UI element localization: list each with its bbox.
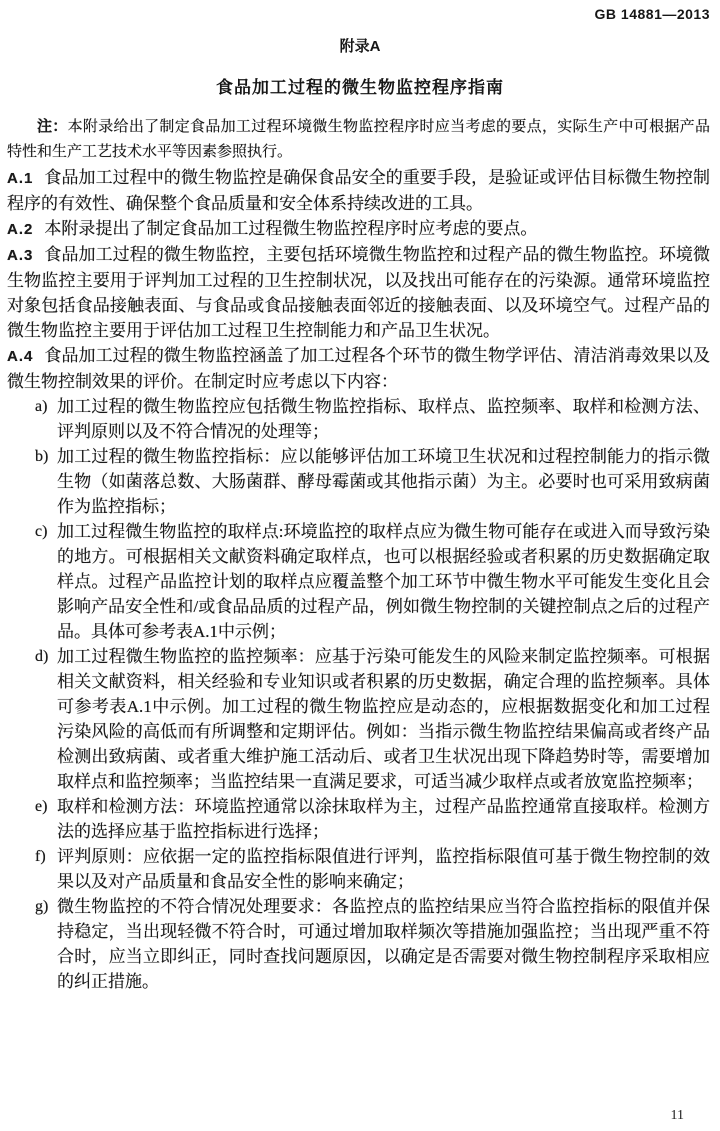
item-text: 加工过程微生物监控的取样点:环境监控的取样点应为微生物可能存在或进入而导致污染的地方。可根据相关文献资料确定取样点，也可以根据经验或者积累的历史数据确定取样点。过程产品监控计划的取样点应覆盖整个加工环节中微生物水平可能发生变化且会影响产品安全性和/或食品品质的过程产品，例如微生物控制的关键控制点之后的过程产品。具体可参考表A.1中示例； bbox=[57, 522, 710, 641]
item-marker: f) bbox=[35, 848, 46, 865]
note-text: 本附录给出了制定食品加工过程环境微生物监控程序时应当考虑的要点，实际生产中可根据产品特性和生产工艺技术水平等因素参照执行。 bbox=[7, 119, 710, 160]
item-text: 取样和检测方法：环境监控通常以涂抹取样为主，过程产品监控通常直接取样。检测方法的选择应基于监控指标进行选择； bbox=[57, 797, 710, 841]
item-text: 评判原则：应依据一定的监控指标限值进行评判，监控指标限值可基于微生物控制的效果以及对产品质量和食品安全性的影响来确定； bbox=[57, 847, 710, 891]
item-marker: e) bbox=[35, 798, 48, 815]
note-label: 注： bbox=[37, 118, 68, 135]
item-text: 加工过程微生物监控的监控频率：应基于污染可能发生的风险来制定监控频率。可根据相关文献资料，相关经验和专业知识或者积累的历史数据，确定合理的监控频率。具体可参考表A.1中示例。加工过程的微生物监控应是动态的，应根据数据变化和加工过程污染风险的高低而有所调整和定期评估。例如：当指示微生物监控结果偏高或者终产品检测出致病菌、或者重大维护施工活动后、或者卫生状况出现下降趋势时等，需要增加取样点和监控频率；当监控结果一直满足要求，可适当减少取样点或者放宽监控频率； bbox=[57, 647, 710, 791]
item-marker: d) bbox=[35, 648, 49, 665]
page-number: 11 bbox=[670, 1108, 684, 1123]
section-text: 食品加工过程的微生物监控，主要包括环境微生物监控和过程产品的微生物监控。环境微生物监控主要用于评判加工过程的卫生控制状况，以及找出可能存在的污染源。通常环境监控对象包括食品接触表面、与食品或食品接触表面邻近的接触表面、以及环境空气。过程产品的微生物监控主要用于评估加工过程卫生控制能力和产品卫生状况。 bbox=[7, 245, 710, 340]
list-item-g bbox=[7, 894, 710, 994]
list-item-e bbox=[7, 794, 710, 844]
requirement-list bbox=[7, 394, 710, 994]
section-a1 bbox=[7, 165, 710, 216]
note-paragraph bbox=[7, 114, 710, 165]
item-marker: g) bbox=[35, 898, 49, 915]
appendix-label: 附录A bbox=[339, 38, 381, 55]
section-label: A.1 bbox=[7, 170, 34, 187]
item-text: 加工过程的微生物监控应包括微生物监控指标、取样点、监控频率、取样和检测方法、评判原则以及不符合情况的处理等； bbox=[57, 397, 710, 441]
list-item-a bbox=[7, 394, 710, 444]
list-item-d bbox=[7, 644, 710, 794]
item-marker: c) bbox=[35, 523, 48, 540]
list-item-c bbox=[7, 519, 710, 644]
section-text: 本附录提出了制定食品加工过程微生物监控程序时应考虑的要点。 bbox=[44, 219, 538, 238]
item-text: 微生物监控的不符合情况处理要求：各监控点的监控结果应当符合监控指标的限值并保持稳定，当出现轻微不符合时，可通过增加取样频次等措施加强监控；当出现严重不符合时，应当立即纠正，同时查找问题原因，以确定是否需要对微生物控制程序采取相应的纠正措施。 bbox=[57, 897, 710, 991]
section-label: A.3 bbox=[7, 247, 34, 264]
section-a2 bbox=[7, 216, 710, 242]
list-item-b bbox=[7, 444, 710, 519]
document-body bbox=[7, 114, 710, 994]
section-text: 食品加工过程的微生物监控涵盖了加工过程各个环节的微生物学评估、清洁消毒效果以及微生物控制效果的评价。在制定时应考虑以下内容： bbox=[7, 346, 710, 391]
list-item-f bbox=[7, 844, 710, 894]
section-a4 bbox=[7, 343, 710, 394]
document-title: 食品加工过程的微生物监控程序指南 bbox=[216, 78, 504, 97]
section-text: 食品加工过程中的微生物监控是确保食品安全的重要手段，是验证或评估目标微生物控制程序的有效性、确保整个食品质量和安全体系持续改进的工具。 bbox=[7, 168, 710, 213]
section-label: A.4 bbox=[7, 348, 34, 365]
item-marker: a) bbox=[35, 398, 48, 415]
doc-number: GB 14881—2013 bbox=[594, 6, 710, 22]
section-a3 bbox=[7, 242, 710, 343]
section-label: A.2 bbox=[7, 221, 34, 238]
item-text: 加工过程的微生物监控指标：应以能够评估加工环境卫生状况和过程控制能力的指示微生物（如菌落总数、大肠菌群、酵母霉菌或其他指示菌）为主。必要时也可采用致病菌作为监控指标； bbox=[57, 447, 710, 516]
item-marker: b) bbox=[35, 448, 49, 465]
